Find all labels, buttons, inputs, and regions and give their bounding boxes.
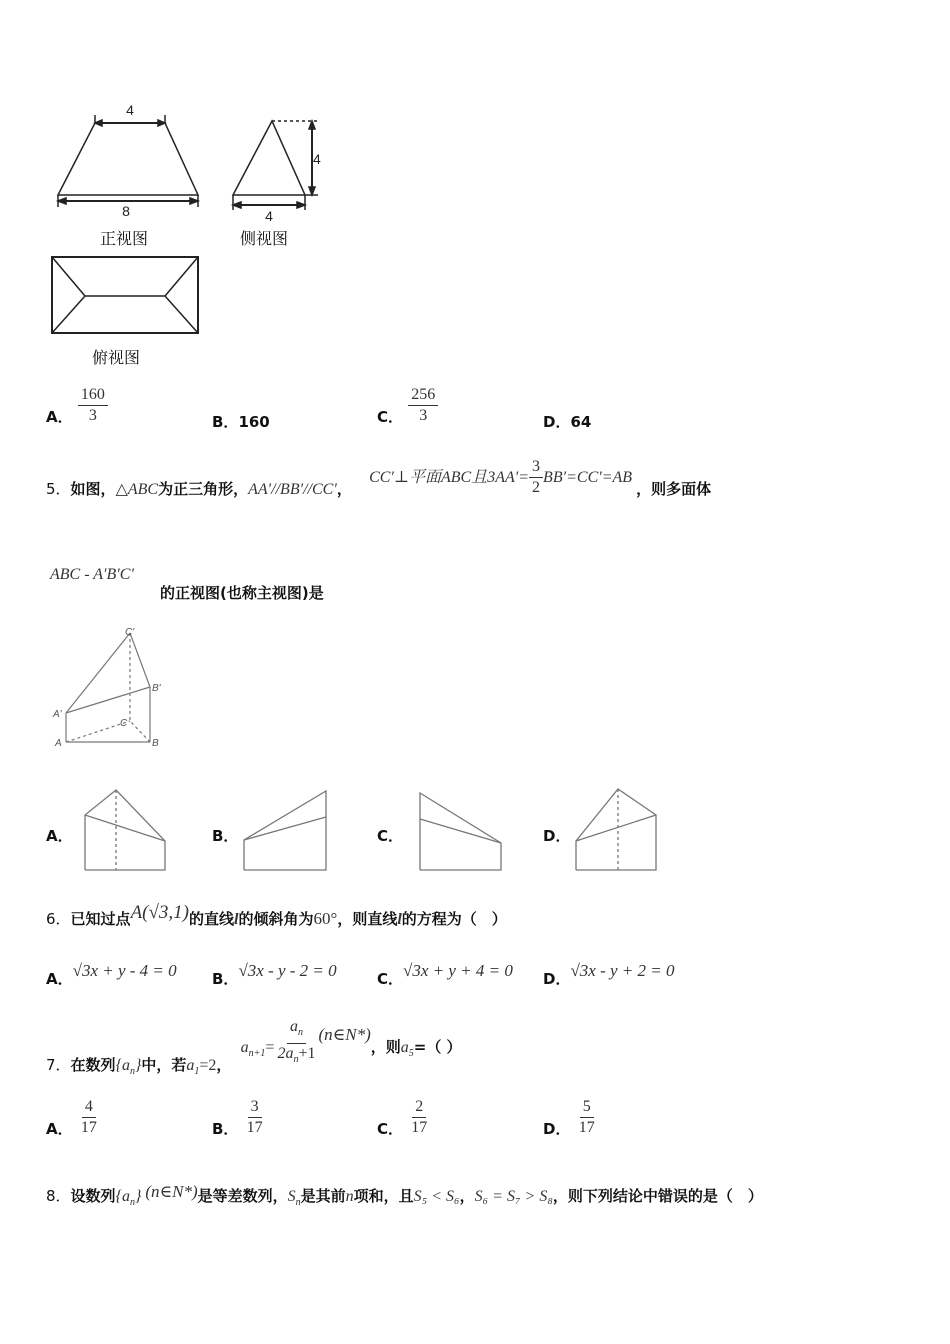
option-label: B． xyxy=(212,1120,239,1138)
text: ， xyxy=(216,1056,232,1074)
q6-option-c[interactable] xyxy=(377,960,513,988)
side-view xyxy=(233,121,318,210)
q5-option-a-figure[interactable] xyxy=(80,785,170,875)
q7-stem xyxy=(46,1018,462,1077)
math: A(√3,1) xyxy=(130,902,190,923)
option-label: C． xyxy=(377,970,404,988)
text: 如图， xyxy=(70,480,116,498)
math: l xyxy=(397,911,402,928)
q4-option-a[interactable] xyxy=(46,386,108,425)
math: $a_5$ xyxy=(400,1039,414,1059)
text: 已知过点 xyxy=(70,910,131,928)
math: (n∈N*) xyxy=(318,1025,371,1044)
q5-polyhedron: ABC - A′B′C′ xyxy=(50,566,134,583)
q5-polyhedron-figure xyxy=(50,625,180,755)
text: ，则直线 xyxy=(337,910,398,928)
math: $\{a_n\}$ xyxy=(115,1057,142,1077)
front-view-caption: 正视图 xyxy=(100,229,149,248)
text: ，则多面体 xyxy=(636,480,712,498)
fraction: $\frac{256}{3}$ xyxy=(408,386,438,425)
option-label: B． xyxy=(212,413,239,431)
q5-stem-line1 xyxy=(46,458,712,509)
q4-option-c[interactable] xyxy=(377,386,438,425)
q4-option-b[interactable] xyxy=(212,411,270,432)
question-number: 7． xyxy=(46,1056,71,1074)
option-label: D． xyxy=(543,1120,571,1138)
text: ，则 xyxy=(370,1038,401,1056)
q7-option-b[interactable] xyxy=(212,1098,266,1137)
math: AA′//BB′//CC′ xyxy=(248,481,337,498)
math: (n∈N*) xyxy=(145,1182,198,1201)
math: 60° xyxy=(313,909,338,928)
top-view xyxy=(52,257,198,333)
option-label: D． xyxy=(543,970,571,988)
q5-option-c-figure[interactable] xyxy=(415,785,505,875)
option-value: 160 xyxy=(238,413,270,431)
vertex-b: B xyxy=(152,738,159,749)
math: $a_{n+1}=$ xyxy=(240,1039,275,1059)
q5-stem-line2: 的正视图(也称主视图)是 xyxy=(160,584,324,602)
math: $a_1=2$ xyxy=(186,1057,217,1077)
math: $S_n$ xyxy=(287,1188,301,1208)
math: S₅ < S₆ xyxy=(413,1188,460,1205)
option-label: C． xyxy=(377,1120,404,1138)
text: 为正三角形， xyxy=(158,480,249,498)
top-view-caption: 俯视图 xyxy=(92,348,141,367)
text: =（ ） xyxy=(413,1038,462,1056)
option-expr: √3x - y + 2 = 0 xyxy=(570,961,675,980)
q5-option-b-figure[interactable] xyxy=(240,785,330,875)
fraction: $\frac{3}{17}$ xyxy=(246,1098,263,1136)
fraction: $\frac{3}{2}$ xyxy=(529,458,543,497)
question-number: 8． xyxy=(46,1187,71,1205)
option-label: A． xyxy=(46,1120,73,1138)
text: 中，若 xyxy=(141,1056,187,1074)
text: 是等差数列， xyxy=(197,1187,288,1205)
vertex-c1: C' xyxy=(125,627,135,638)
text: ，则下列结论中错误的是（ ） xyxy=(552,1187,763,1205)
fraction: $\frac{160}{3}$ xyxy=(78,386,108,425)
q4-option-d[interactable] xyxy=(543,411,591,432)
q6-option-d[interactable] xyxy=(543,960,675,988)
text: 的方程为（ ） xyxy=(401,910,507,928)
text: 在数列 xyxy=(70,1056,116,1074)
text: 项和，且 xyxy=(353,1187,414,1205)
dim-side-height: 4 xyxy=(313,151,321,167)
text: ， xyxy=(336,480,352,498)
text: 的倾斜角为 xyxy=(238,910,314,928)
math: $\{a_n\}$ xyxy=(115,1188,142,1208)
math: n xyxy=(345,1188,354,1205)
option-label: B． xyxy=(212,970,239,988)
text: ， xyxy=(459,1187,475,1205)
q5-option-b-label[interactable]: B． xyxy=(212,827,239,845)
three-view-figure xyxy=(40,95,340,370)
side-view-caption: 侧视图 xyxy=(240,229,289,248)
option-expr: √3x - y - 2 = 0 xyxy=(238,961,337,980)
fraction: $\frac{4}{17}$ xyxy=(80,1098,97,1136)
q5-option-d-label[interactable]: D． xyxy=(543,827,571,845)
text: 是其前 xyxy=(300,1187,346,1205)
q7-option-d[interactable] xyxy=(543,1098,598,1137)
math: △ABC xyxy=(115,481,159,498)
q5-option-d-figure[interactable] xyxy=(572,785,662,875)
vertex-a1: A' xyxy=(53,709,62,720)
text: 的直线 xyxy=(189,910,235,928)
option-label: D． xyxy=(543,413,571,431)
dim-front-bottom: 8 xyxy=(122,203,130,219)
math: l xyxy=(234,911,239,928)
fraction: $\frac{2}{17}$ xyxy=(411,1098,428,1136)
q6-option-a[interactable] xyxy=(46,960,177,988)
option-label: C． xyxy=(377,408,404,426)
text: 设数列 xyxy=(70,1187,116,1205)
fraction: $\frac{5}{17}$ xyxy=(578,1098,595,1136)
q6-stem xyxy=(46,902,507,930)
q5-option-a-label[interactable]: A． xyxy=(46,827,73,845)
option-label: A． xyxy=(46,408,73,426)
option-expr: √3x + y + 4 = 0 xyxy=(403,961,513,980)
q8-stem xyxy=(46,1182,763,1208)
q7-option-a[interactable] xyxy=(46,1098,100,1137)
dim-front-top: 4 xyxy=(126,102,134,118)
option-value: 64 xyxy=(570,413,592,431)
math: CC′⊥平面ABC且3AA′= xyxy=(369,469,530,486)
q7-option-c[interactable] xyxy=(377,1098,430,1137)
vertex-c: C xyxy=(120,718,128,729)
math: S₆ = S₇ > S₈ xyxy=(474,1188,553,1205)
vertex-b1: B' xyxy=(152,683,161,694)
q6-option-b[interactable] xyxy=(212,960,337,988)
question-number: 6． xyxy=(46,910,71,928)
option-expr: √3x + y - 4 = 0 xyxy=(72,961,177,980)
front-view xyxy=(58,115,198,207)
option-label: A． xyxy=(46,970,73,988)
question-number: 5． xyxy=(46,480,71,498)
dim-side-bottom: 4 xyxy=(265,208,273,224)
fraction: $\frac{a_n}{2a_n+1}$ xyxy=(277,1018,316,1065)
vertex-a: A xyxy=(55,738,62,749)
math: BB′=CC′=AB xyxy=(543,469,633,486)
q5-option-c-label[interactable]: C． xyxy=(377,827,404,845)
